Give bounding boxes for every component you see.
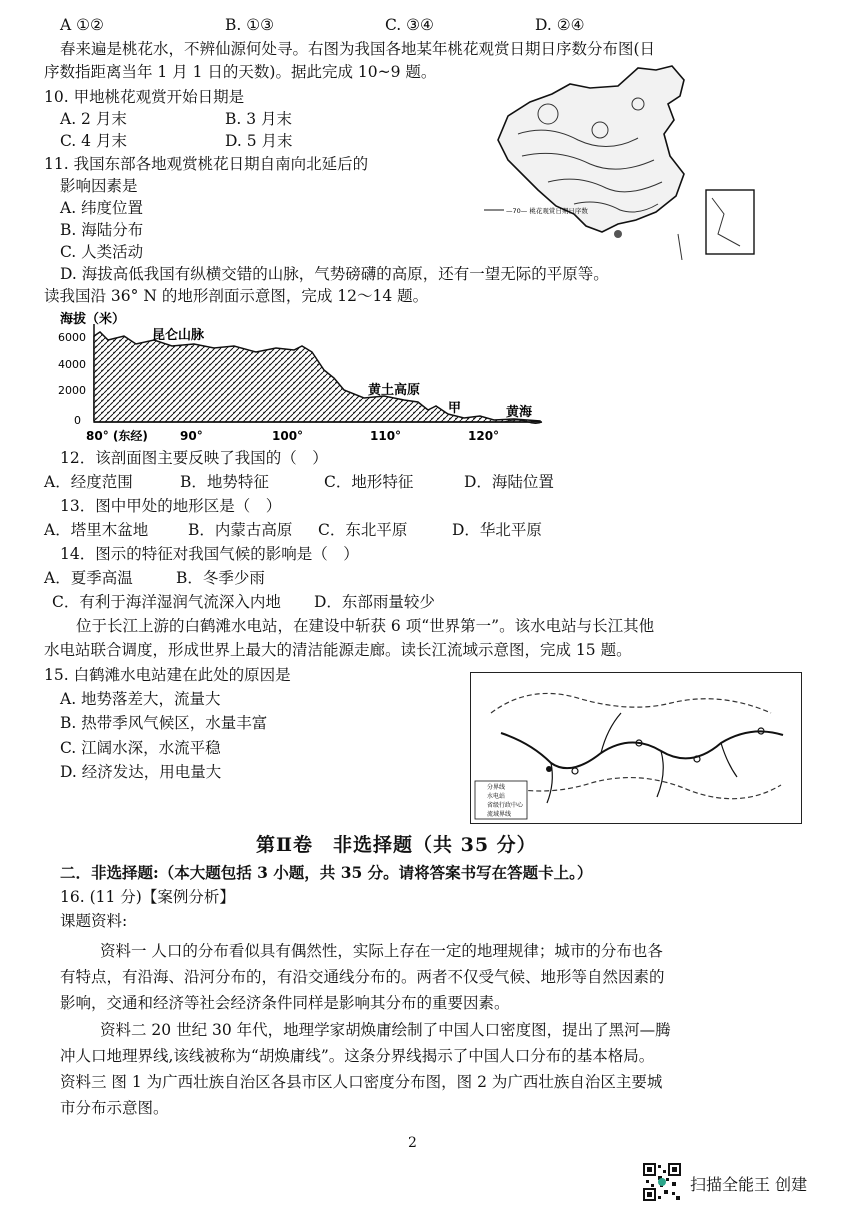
q10-options-row1 — [60, 108, 292, 130]
materials-title: 课题资料: — [60, 912, 128, 930]
legend-item-1: 分界线 — [487, 784, 506, 791]
q12-stem: 12．该剖面图主要反映了我国的（ ） — [60, 449, 328, 467]
material-2-line1: 资料二 20 世纪 30 年代，地理学家胡焕庸绘制了中国人口密度图，提出了黑河—腾 — [100, 1021, 671, 1039]
q11-stem-1: 11. 我国东部各地观赏桃花日期自南向北延后的 — [44, 155, 369, 173]
q11-option-b: B. 海陆分布 — [60, 221, 144, 239]
yangtze-map-drawing — [471, 673, 801, 823]
section-2-title: 第Ⅱ卷 非选择题（共 35 分） — [256, 834, 537, 856]
q13-option-b: B．内蒙古高原 — [188, 521, 293, 539]
page-number: 2 — [408, 1135, 417, 1151]
q14-options-row1 — [44, 567, 265, 589]
south-china-sea-inset — [706, 190, 754, 254]
q12-option-b: B．地势特征 — [180, 473, 269, 491]
material-3-line1: 资料三 图 1 为广西壮族自治区各县市区人口密度分布图，图 2 为广西壮族自治区主要城 — [60, 1073, 663, 1091]
q11-option-d: D. 海拔高低我国有纵横交错的山脉，气势磅礴的高原，还有一望无际的平原等。 — [60, 265, 609, 283]
intro-dam-line2: 水电站联合调度，形成世界上最大的清洁能源走廊。读长江流域示意图，完成 15 题。 — [44, 641, 632, 659]
q15-option-b: B. 热带季风气候区，水量丰富 — [60, 714, 268, 732]
terrain-profile-chart — [44, 306, 554, 446]
q9-options — [60, 14, 585, 36]
label-kunlun: 昆仑山脉 — [152, 328, 205, 343]
material-1-line1: 资料一 人口的分布看似具有偶然性，实际上存在一定的地理规律；城市的分布也各 — [100, 942, 663, 960]
section-2-instruction: 二．非选择题:（本大题包括 3 小题，共 35 分。请将答案书写在答题卡上。） — [60, 863, 593, 882]
q13-option-d: D．华北平原 — [452, 521, 542, 539]
china-map-drawing — [478, 64, 760, 260]
q10-option-c: C. 4 月末 — [60, 132, 127, 150]
material-1-line2: 有特点，有沿海、沿河分布的，有沿交通线分布的。两者不仅受气候、地形等自然因素的 — [60, 968, 665, 986]
profile-terrain-area — [94, 332, 540, 422]
peach-map-legend: —70— 桃花观赏日期日序数 — [506, 207, 588, 215]
profile-ytick-4000: 4000 — [58, 358, 86, 371]
q15-stem: 15. 白鹤滩水电站建在此处的原因是 — [44, 666, 291, 684]
intro-profile: 读我国沿 36° N 的地形剖面示意图，完成 12～14 题。 — [44, 287, 429, 305]
q14-option-a: A．夏季高温 — [44, 569, 133, 587]
yangtze-map-figure — [470, 672, 802, 824]
q10-option-a: A. 2 月末 — [60, 110, 127, 128]
profile-figure — [44, 306, 554, 446]
q14-stem: 14．图示的特征对我国气候的影响是（ ） — [60, 545, 359, 563]
q10-options-row2 — [60, 130, 293, 152]
scanner-qr-icon — [642, 1162, 682, 1202]
q15-option-d: D. 经济发达，用电量大 — [60, 763, 222, 781]
q12-option-d: D．海陆位置 — [464, 473, 554, 491]
profile-ylabel: 海拔（米） — [60, 312, 126, 327]
q13-option-c: C．东北平原 — [318, 521, 408, 539]
scanner-watermark-text: 扫描全能王 创建 — [690, 1175, 808, 1194]
q13-option-a: A．塔里木盆地 — [44, 521, 149, 539]
q10-stem: 10. 甲地桃花观赏开始日期是 — [44, 88, 245, 106]
q14-option-b: B．冬季少雨 — [176, 569, 265, 587]
q11-option-a: A. 纬度位置 — [60, 199, 144, 217]
q9-option-c: C. ③④ — [385, 16, 434, 34]
q16-heading: 16. (11 分)【案例分析】 — [60, 888, 235, 906]
yangtze-map-legend — [475, 781, 527, 819]
q11-option-c: C. 人类活动 — [60, 243, 144, 261]
profile-ytick-6000: 6000 — [58, 331, 86, 344]
profile-xtick-80: 80° (东经) — [86, 429, 148, 443]
q14-option-c: C．有利于海洋湿润气流深入内地 — [52, 593, 281, 611]
q14-options-row2 — [52, 591, 435, 613]
material-3-line2: 市分布示意图。 — [60, 1099, 169, 1117]
intro-peach-line2: 序数指距离当年 1 月 1 日的天数)。据此完成 10~9 题。 — [44, 63, 437, 81]
label-yellow-sea: 黄海 — [506, 405, 533, 420]
label-jia: 甲 — [448, 401, 462, 416]
legend-item-3: 省级行政中心 — [487, 802, 524, 809]
profile-xtick-100: 100° — [272, 429, 304, 443]
legend-item-2: 水电站 — [487, 793, 506, 800]
q9-option-d: D. ②④ — [535, 16, 585, 34]
q12-option-a: A．经度范围 — [44, 473, 133, 491]
q12-option-c: C．地形特征 — [324, 473, 414, 491]
q15-option-c: C. 江阔水深，水流平稳 — [60, 739, 221, 757]
q11-stem-2: 影响因素是 — [60, 177, 138, 195]
material-1-line3: 影响，交通和经济等社会经济条件同样是影响其分布的重要因素。 — [60, 994, 510, 1012]
legend-item-4: 流域界线 — [487, 811, 512, 818]
label-loess-plateau: 黄土高原 — [368, 383, 421, 398]
profile-xtick-120: 120° — [468, 429, 500, 443]
intro-peach-line1: 春来遍是桃花水，不辨仙源何处寻。右图为我国各地某年桃花观赏日期日序数分布图(日 — [60, 40, 656, 58]
q12-options — [44, 471, 554, 493]
q9-option-a: A ①② — [60, 16, 104, 34]
q14-option-d: D．东部雨量较少 — [314, 593, 435, 611]
q10-option-b: B. 3 月末 — [225, 110, 293, 128]
profile-xtick-110: 110° — [370, 429, 402, 443]
profile-ytick-0: 0 — [74, 414, 81, 427]
profile-xtick-90: 90° — [180, 429, 203, 443]
material-2-line2: 冲人口地理界线,该线被称为“胡焕庸线”。这条分界线揭示了中国人口分布的基本格局。 — [60, 1047, 655, 1065]
q13-options — [44, 519, 542, 541]
profile-ytick-2000: 2000 — [58, 384, 86, 397]
q15-option-a: A. 地势落差大，流量大 — [60, 690, 221, 708]
peach-map-figure — [478, 64, 760, 260]
intro-dam-line1: 位于长江上游的白鹤滩水电站，在建设中斩获 6 项“世界第一”。该水电站与长江其他 — [76, 617, 655, 635]
q10-option-d: D. 5 月末 — [225, 132, 293, 150]
q9-option-b: B. ①③ — [225, 16, 275, 34]
q13-stem: 13．图中甲处的地形区是（ ） — [60, 497, 282, 515]
